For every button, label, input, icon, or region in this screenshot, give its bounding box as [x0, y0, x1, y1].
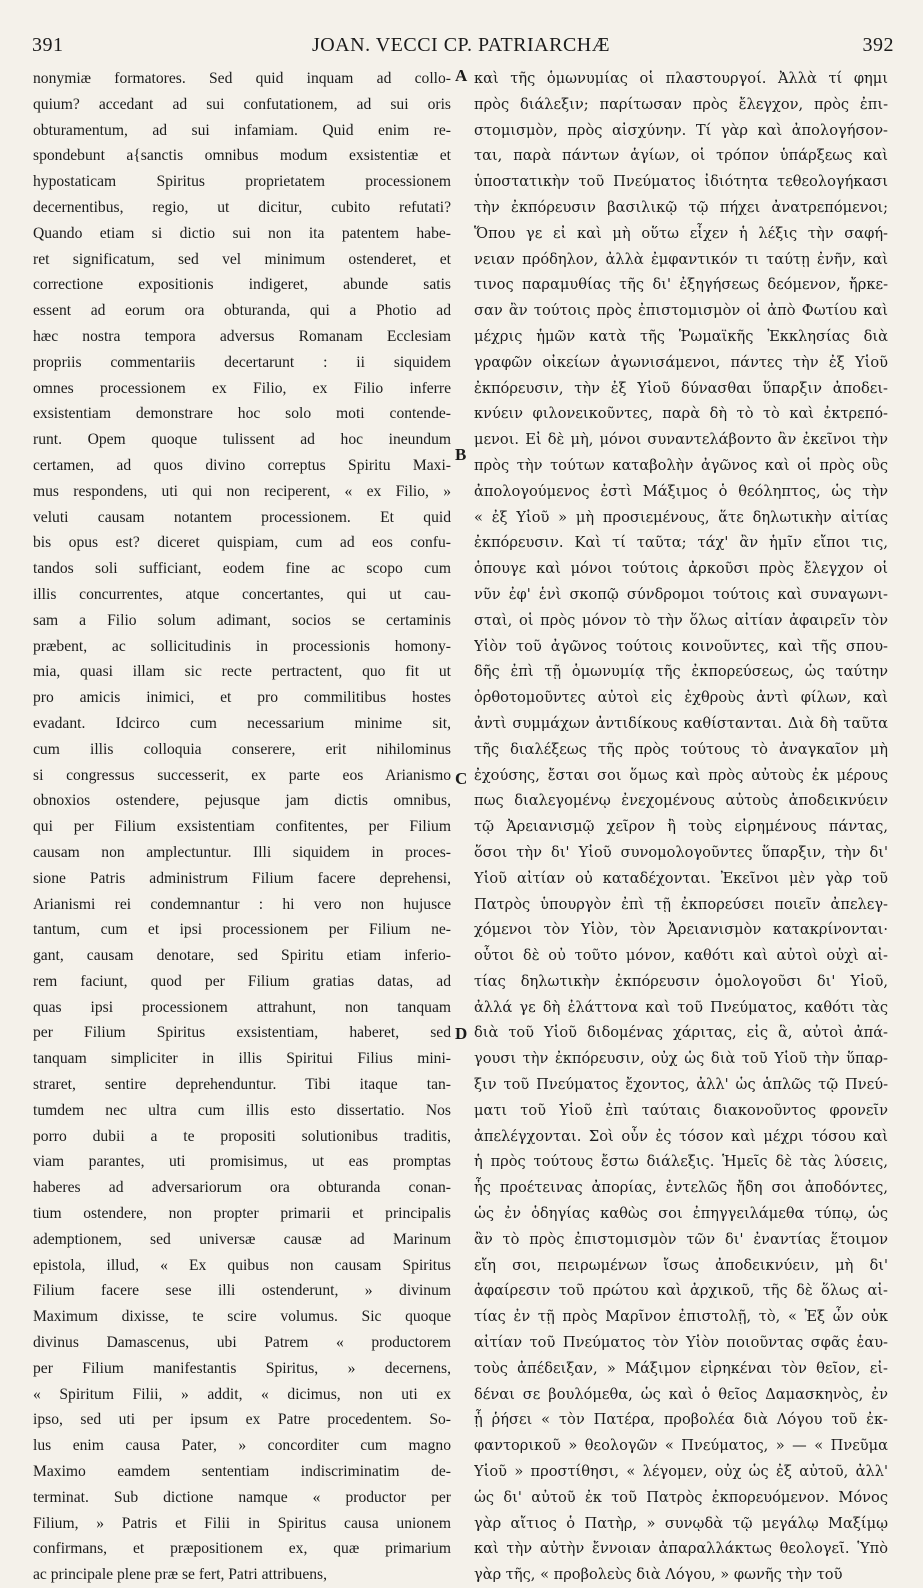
- latin-text-line: Maximum dixisse, te scire volumus. Sic quoque: [33, 1308, 451, 1326]
- greek-text-line: ὅσοι τὴν δι' Υἱοῦ συνομολογοῦντες ὕπαρξιν, τὴν δι': [474, 843, 888, 861]
- greek-text-line: γραφῶν οἰκείων ἀγωνισάμενοι, πάντες τὴν ἐξ Υἱοῦ: [474, 353, 888, 371]
- latin-text-line: spondebunt a{sanctis omnibus modum exsistentiæ et: [33, 147, 451, 165]
- greek-text-line: ται, παρὰ πάντων ἁγίων, οἱ τρόπον ὑπάρξεως καὶ: [474, 147, 888, 165]
- latin-text-line: haberes ad adversariorum ora obturanda conan-: [33, 1179, 451, 1197]
- greek-text-line: οὗτοι δὲ οὐ τοῦτο μόνον, καθότι καὶ αὐτοὶ οὐχὶ αἰ-: [474, 947, 888, 965]
- greek-text-line: ματι τοῦ Υἱοῦ ἐπὶ ταύταις διακονοῦντος φρονεῖν: [474, 1101, 888, 1119]
- greek-text-line: φαντορικοῦ » θεολογῶν « Πνεύματος, » — « Πνεῦμα: [474, 1437, 888, 1455]
- latin-text-line: correctione expositionis indigeret, abunde satis: [33, 276, 451, 294]
- latin-text-line: propriis commentariis decertarunt : ii siquidem: [33, 353, 451, 371]
- greek-text-line: γουσι τὴν ἐκπόρευσιν, οὐχ ὡς διὰ τοῦ Υἱοῦ τὴν ὕπαρ-: [474, 1050, 888, 1068]
- greek-text-line: ἡ πρὸς τούτους ἔστω διάλεξις. Ἡμεῖς δὲ τὰς λύσεις,: [474, 1153, 888, 1171]
- latin-text-line: illis concurrentes, atque concertantes, qui ut cau-: [33, 585, 451, 603]
- greek-text-line: πως διαλεγομένῳ ἐνεχομένους αὐτοὺς ἀποδεικνύειν: [474, 792, 888, 810]
- latin-text-line: hypostaticam Spiritus proprietatem processionem: [33, 173, 451, 191]
- greek-text-line: ὡς δι' αὐτοῦ ἐκ τοῦ Πατρὸς ἐκπορευόμενον. Μόνος: [474, 1488, 888, 1506]
- greek-text-line: Υἱὸν τοῦ ἀγῶνος τούτοις κοινοῦντες, καὶ τῆς σπου-: [474, 637, 888, 655]
- latin-text-line: ademptionem, sed universæ causæ ad Marinum: [33, 1230, 451, 1248]
- greek-text-line: νῦν ἐφ' ἑνὶ σκοπῷ σύνδρομοι τούτοις καὶ συναγωνι-: [474, 585, 888, 603]
- latin-text-line: hæc nostra tempora adversus Romanam Ecclesiam: [33, 327, 451, 345]
- greek-text-line: διὰ τοῦ Υἱοῦ διδομένας χάριτας, εἰς ἃ, αὐτοὶ ἀπά-: [474, 1024, 888, 1042]
- greek-text-line: χόμενοι τὸν Υἱὸν, τὸν Ἀρειανισμὸν κατακρίνονται·: [474, 921, 888, 939]
- latin-text-line: cum illis colloquia conserere, erit nihilominus: [33, 740, 451, 758]
- greek-text-line: ἀντὶ συμμάχων ἀντιδίκους καθίστανται. Διὰ δὴ ταῦτα: [474, 714, 888, 732]
- greek-text-line: γὰρ αἴτιος ὁ Πατὴρ, » συνῳδὰ τῷ μεγάλῳ Μαξίμῳ: [474, 1514, 888, 1532]
- latin-text-line: qui per Filium exsistentiam confitentes, per Filium: [33, 818, 451, 836]
- greek-text-line: τῆς διαλέξεως τῆς πρὸς τούτους τὸ ἀναγκαῖον μὴ: [474, 740, 888, 758]
- greek-text-line: τῷ Ἀρειανισμῷ χεῖρον ἢ τοὺς εἰρημένους πάντας,: [474, 818, 888, 836]
- latin-text-line: evadant. Idcirco cum necessarium minime sit,: [33, 714, 451, 732]
- latin-text-line: « Spiritum Filii, » addit, « dicimus, non uti ex: [33, 1385, 451, 1403]
- latin-text-line: lus enim causa Pater, » concorditer cum magno: [33, 1437, 451, 1455]
- greek-text-line: ἀπελέγχονται. Σοὶ οὖν ἐς τόσον καὶ μέχρι τόσου καὶ: [474, 1127, 888, 1145]
- latin-text-line: veluti causam notantem processionem. Et quid: [33, 508, 451, 526]
- margin-marker-c: C: [455, 769, 468, 788]
- latin-text-line: viam parantes, uti promisimus, ut eas promptas: [33, 1153, 451, 1171]
- latin-text-line: tandos soli sufficiant, eodem fine ac scopo cum: [33, 560, 451, 578]
- latin-text-line: ipso, sed uti per ipsum ex Patre procedentem. So-: [33, 1411, 451, 1429]
- greek-text-line: τίας δηλωτικὴν ἐκπόρευσιν ὁμολογοῦσι δι' Υἱοῦ,: [474, 972, 888, 990]
- greek-text-line: ἀπολογούμενος ἐστὶ Μάξιμος ὁ θεόληπτος, ὡς τὴν: [474, 482, 888, 500]
- greek-text-line: εἴη σοι, πειρωμένων ἴσως ἀποδεικνύειν, μὴ δι': [474, 1256, 888, 1274]
- latin-text-line: tantum, cum et ipsi processionem per Filium ne-: [33, 921, 451, 939]
- latin-text-line: porro dubii a te propositi solutionibus traditis,: [33, 1127, 451, 1145]
- latin-text-line: decernentibus, regio, ut dicitur, cubito refutati?: [33, 198, 451, 216]
- latin-text-line: obturamentum, ad sui infamiam. Quid enim re-: [33, 121, 451, 139]
- margin-marker-b: B: [455, 445, 467, 464]
- greek-text-line: πρὸς διάλεξιν; παρίτωσαν πρὸς ἔλεγχον, πρὸς ἐπι-: [474, 95, 888, 113]
- latin-text-line: nonymiæ formatores. Sed quid inquam ad collo-: [33, 70, 451, 87]
- greek-text-line: καὶ τὴν αὐτὴν ἔννοιαν ἀπαραλλάκτως θεολογεῖ. Ὑπὸ: [474, 1540, 888, 1558]
- greek-text-line: Πατρὸς ὑπουργὸν ἐπὶ τῇ ἐκπορεύσει ποιεῖν ἀπελεγ-: [474, 895, 888, 913]
- greek-text-line: ἐκπόρευσιν. Καὶ τί ταῦτα; τάχ' ἂν ἡμῖν εἴποι τις,: [474, 534, 888, 552]
- greek-text-line: πρὸς τὴν τούτων καταβολὴν ἀγῶνος καὶ οἱ πρὸς οὓς: [474, 456, 888, 474]
- latin-text-line: si congressus successerit, ex parte eos Arianismo: [33, 766, 451, 784]
- latin-text-line: Maximo eamdem sententiam indiscriminatim de-: [33, 1463, 451, 1481]
- latin-text-line: Filium facere sese illi ostenderunt, » divinum: [33, 1282, 451, 1300]
- latin-text-line: causam non amplectuntur. Illi siquidem in proces-: [33, 843, 451, 861]
- latin-text-line: confirmans, et præpositionem ex, quæ primarium: [33, 1540, 451, 1558]
- latin-text-line: tumdem nec ultra cum illis esto dissertatio. Nos: [33, 1101, 451, 1119]
- greek-text-line: ὡς ἐν ὁδηγίας καθὼς σοι ἐπηγγειλάμεθα τύπῳ, ὡς: [474, 1205, 888, 1223]
- greek-text-line: σαν ἂν τούτοις πρὸς ἐπιστομισμὸν οἱ ἀπὸ Φωτίου καὶ: [474, 302, 888, 320]
- greek-text-line: νειαν πρόδηλον, ἀλλὰ ἐμφαντικόν τι ταύτῃ ἐνῆν, καὶ: [474, 250, 888, 268]
- latin-text-line: ret significatum, sed vel minimum ostenderet, et: [33, 250, 451, 268]
- running-title: JOAN. VECCI CP. PATRIARCHÆ: [311, 34, 611, 56]
- greek-text-line: στομισμὸν, πρὸς αἰσχύνην. Τί γὰρ καὶ ἀπολογήσον-: [474, 121, 888, 139]
- greek-text-line: ὀρθοτομοῦντες αὐτοὶ εἰς ἐχθροὺς ἀντὶ φίλων, καὶ: [474, 689, 888, 707]
- latin-text-line: essent ad eorum ora obturanda, qui a Photio ad: [33, 302, 451, 320]
- greek-text-line: ξιν τοῦ Πνεύματος ἔχοντος, ἀλλ' ὡς ἁπλῶς τῷ Πνεύ-: [474, 1076, 888, 1094]
- page-number-left: 391: [32, 34, 64, 56]
- greek-text-line: καὶ τῆς ὁμωνυμίας οἱ πλαστουργοί. Ἀλλὰ τί φημι: [474, 70, 888, 87]
- latin-text-line: epistola, illud, « Ex quibus non causam Spiritus: [33, 1256, 451, 1274]
- greek-text-line: « ἐξ Υἱοῦ » μὴ προσιεμένους, ἅτε δηλωτικὴν αἰτίας: [474, 508, 888, 526]
- latin-column: [33, 66, 451, 1588]
- greek-text-line: τίας ἐν τῇ πρὸς Μαρῖνον ἐπιστολῇ, τὸ, « Ἐξ ὧν οὐκ: [474, 1308, 888, 1326]
- latin-text-line: gant, causam denotare, sed Spiritu etiam inferio-: [33, 947, 451, 965]
- latin-text-line: exsistentiam demonstrare hoc solo moti contende-: [33, 405, 451, 423]
- running-header: [28, 34, 894, 62]
- latin-text-line: Arianismi rei condemnantur : hi vero non hujusce: [33, 895, 451, 913]
- latin-text-line: mia, quasi illam sic recte pertractent, quo fit ut: [33, 663, 451, 681]
- greek-text-line: ἀλλά γε δὴ ἐλάττονα καὶ τοῦ Πνεύματος, καθότι τὰς: [474, 998, 888, 1016]
- greek-text-line: μενοι. Εἰ δὲ μὴ, μόνοι συναντελάβοντο ἂν ἐκεῖνοι τὴν: [474, 431, 888, 449]
- latin-text-line: terminat. Sub dictione namque « productor per: [33, 1488, 451, 1506]
- latin-text-line: sam a Filio solum adimant, socios se certaminis: [33, 611, 451, 629]
- latin-text-line: certamen, ad quos divino correptus Spiritu Maxi-: [33, 456, 451, 474]
- greek-text-line: γὰρ τῆς, « προβολεὺς διὰ Λόγου, » φωνῆς τὴν τοῦ: [474, 1566, 843, 1584]
- margin-marker-a: A: [455, 66, 468, 85]
- latin-text-line: per Filium Spiritus exsistentiam, haberet, sed: [33, 1024, 451, 1042]
- latin-text-line: per Filium manifestantis Spiritus, » decernens,: [33, 1359, 451, 1377]
- greek-text-line: τοὺς ἀπέδειξαν, » Μάξιμον εἰρηκέναι τὸν θεῖον, εἰ-: [474, 1359, 888, 1377]
- latin-text-line: rem faciunt, quod per Filium gratias datas, ad: [33, 972, 451, 990]
- greek-text-line: δέναι σε βουλόμεθα, ὡς καὶ ὁ θεῖος Δαμασκηνὸς, ἐν: [474, 1385, 888, 1403]
- greek-text-line: Υἱοῦ αἰτίαν οὐ καταδέχονται. Ἐκεῖνοι μὲν γὰρ τοῦ: [474, 869, 888, 887]
- greek-text-line: δῆς ἐπὶ τῇ ὁμωνυμίᾳ τῆς ἐκπορεύσεως, ὡς ταύτην: [474, 663, 888, 681]
- latin-text-line: Quando etiam si dictio sui non ita patentem habe-: [33, 224, 451, 242]
- latin-text-line: straret, sentire deprehenduntur. Tibi itaque tan-: [33, 1076, 451, 1094]
- greek-text-line: σταὶ, οἱ πρὸς μόνον τὸ τὴν ὅλως αἰτίαν ἀφαιρεῖν τὸν: [474, 611, 888, 629]
- latin-text-line: sione Patris administrum Filium facere deprehensi,: [33, 869, 451, 887]
- latin-text-line: bis opus est? diceret quispiam, cum ad eos confu-: [33, 534, 451, 552]
- latin-text-line: quium? accedant ad sui confutationem, ad sui oris: [33, 95, 451, 113]
- margin-marker-d: D: [455, 1024, 468, 1043]
- latin-text-line: omnes processionem ex Filio, ex Filio inferre: [33, 379, 451, 397]
- latin-text-line: quas ipsi processionem attrahunt, non tanquam: [33, 998, 451, 1016]
- greek-text-line: μέχρις ἡμῶν κατὰ τῆς Ῥωμαϊκῆς Ἐκκλησίας διὰ: [474, 327, 888, 345]
- greek-text-line: ὑποστατικὴν τοῦ Πνεύματος ἰδιότητα τεθεολογήκασι: [474, 173, 888, 191]
- latin-text-line: runt. Opem quoque tulissent ad hoc ineundum: [33, 431, 451, 449]
- greek-text-line: ἂν τὸ πρὸς ἐπιστομισμὸν τῶν δι' ἐναντίας ἕτοιμον: [474, 1230, 888, 1248]
- greek-text-line: κνύειν φιλονεικοῦντες, παρὰ δὴ τὸ τὸ καὶ ἐκτρεπό-: [474, 405, 888, 423]
- greek-text-line: ἀφαίρεσιν τοῦ πρώτου καὶ ἀρχικοῦ, τῆς δὲ ὅλως αἰ-: [474, 1282, 888, 1300]
- greek-text-line: Ὅπου γε εἰ καὶ μὴ οὕτω εἶχεν ἡ λέξις τὴν σαφή-: [474, 224, 888, 242]
- latin-text-line: obnoxios ostendere, pejusque jam dictis omnibus,: [33, 792, 451, 810]
- page-number-right: 392: [862, 34, 894, 56]
- greek-column: [474, 66, 888, 1588]
- latin-text-line: mus respondens, uti qui non reciperent, « ex Filio, »: [33, 482, 451, 500]
- latin-text-line: Filium, » Patris et Filii in Spiritus causa unionem: [33, 1514, 451, 1532]
- greek-text-line: αἰτίαν τοῦ Πνεύματος τὸν Υἱὸν ποιοῦντας σφᾶς ἑαυ-: [474, 1334, 888, 1352]
- greek-text-line: ἧς προέτεινας ἀπορίας, ἐντελῶς ἤδη σοι ἀποδόντες,: [474, 1179, 888, 1197]
- greek-text-line: ἐχούσης, ἔσται σοι ὅμως καὶ πρὸς αὐτοὺς ἐκ μέρους: [474, 766, 888, 784]
- latin-text-line: tanquam simpliciter in illis Spiritui Filius mini-: [33, 1050, 451, 1068]
- latin-text-line: ac principale plene præ se fert, Patri attribuens,: [33, 1566, 328, 1584]
- latin-text-line: pro amicis inimici, et pro commilitibus hostes: [33, 689, 451, 707]
- greek-text-line: ἐκπόρευσιν, τὴν ἐξ Υἱοῦ δύνασθαι ὕπαρξιν ἀποδει-: [474, 379, 888, 397]
- latin-text-line: præbent, ac sollicitudinis in processionis homony-: [33, 637, 451, 655]
- greek-text-line: τὴν ἐκπόρευσιν βασιλικῷ τῷ πήχει ἀνατρεπόμενοι;: [474, 198, 888, 216]
- greek-text-line: Υἱοῦ » προστίθησι, « λέγομεν, οὐχ ὡς ἐξ αὐτοῦ, ἀλλ': [474, 1463, 888, 1481]
- greek-text-line: ὁπουγε καὶ μόνοι τούτοις ἀρκοῦσι πρὸς ἔλεγχον οἱ: [474, 560, 888, 578]
- greek-text-line: τινος παραμυθίας τῆς δι' ἐξηγήσεως δεόμενον, ἤρκε-: [474, 276, 888, 294]
- latin-text-line: tium ostendere, non propter primarii et principalis: [33, 1205, 451, 1223]
- greek-text-line: ᾗ ῥήσει « τὸν Πατέρα, προβολέα διὰ Λόγου τοῦ ἐκ-: [474, 1411, 888, 1429]
- latin-text-line: divinus Damascenus, ubi Patrem « productorem: [33, 1334, 451, 1352]
